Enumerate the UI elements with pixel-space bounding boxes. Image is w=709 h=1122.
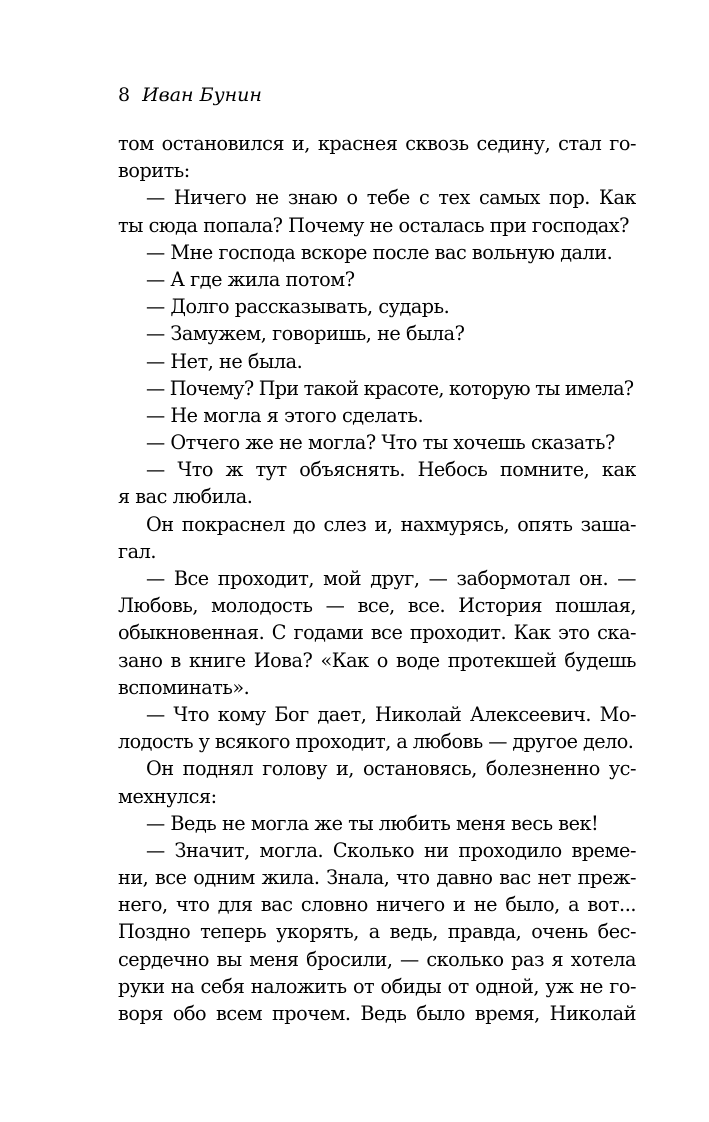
page-number: 8 [118, 84, 131, 106]
text-line: обыкновенная. С годами все проходит. Как это ска- [118, 621, 636, 645]
text-line: — Мне господа вскоре после вас вольную дали. [146, 240, 613, 264]
text-line: ворить: [118, 159, 190, 183]
running-header [118, 84, 636, 112]
book-page [118, 84, 636, 1044]
text-line: воря обо всем прочем. Ведь было время, Николай [118, 1002, 636, 1025]
text-line: Он поднял голову и, остановясь, болезненно ус- [146, 757, 636, 781]
text-line: Он покраснел до слез и, нахмурясь, опять заша- [146, 512, 636, 536]
text-line: — Замужем, говоришь, не была? [146, 322, 465, 346]
text-line: — Все проходит, мой друг, — забормотал он. — [146, 567, 636, 590]
text-line: гал. [118, 539, 156, 563]
text-line: сердечно вы меня бросили, — сколько раз я хотела [118, 947, 636, 971]
text-line: зано в книге Иова? «Как о воде протекшей будешь [118, 648, 636, 672]
text-line: — Нет, не была. [146, 349, 303, 373]
text-line: — Значит, могла. Сколько ни проходило време- [146, 838, 636, 862]
text-line: — А где жила потом? [146, 267, 355, 291]
text-line: руки на себя наложить от обиды от одной, уж не го- [118, 974, 636, 998]
text-line: — Отчего же не могла? Что ты хочешь сказать? [146, 431, 615, 455]
text-line: него, что для вас словно ничего и не было, а вот... [118, 893, 636, 917]
text-line: лодость у всякого проходит, а любовь — другое дело. [118, 730, 634, 754]
text-line: — Ведь не могла же ты любить меня весь век! [146, 811, 599, 835]
author-name: Иван Бунин [142, 84, 262, 106]
text-line: мехнулся: [118, 784, 217, 808]
text-line: я вас любила. [118, 485, 253, 509]
text-line: Поздно теперь укорять, а ведь, правда, очень бес- [118, 920, 636, 944]
text-line: — Ничего не знаю о тебе с тех самых пор. Как [146, 186, 636, 210]
text-line: — Что кому Бог дает, Николай Алексеевич. Мо- [146, 702, 636, 726]
text-line: вспоминать». [118, 675, 250, 699]
text-line: Любовь, молодость — все, все. История пошлая, [118, 594, 636, 618]
text-line: — Что ж тут объяснять. Небось помните, как [146, 458, 636, 482]
text-line: — Почему? При такой красоте, которую ты имела? [146, 376, 634, 400]
text-line: том остановился и, краснея сквозь седину, стал го- [118, 132, 636, 155]
body-text [118, 130, 636, 1027]
text-line: ты сюда попала? Почему не осталась при господах? [118, 213, 629, 237]
text-line: ни, все одним жила. Знала, что давно вас нет преж- [118, 866, 636, 890]
text-line: — Долго рассказывать, сударь. [146, 295, 450, 319]
text-line: — Не могла я этого сделать. [146, 403, 424, 427]
